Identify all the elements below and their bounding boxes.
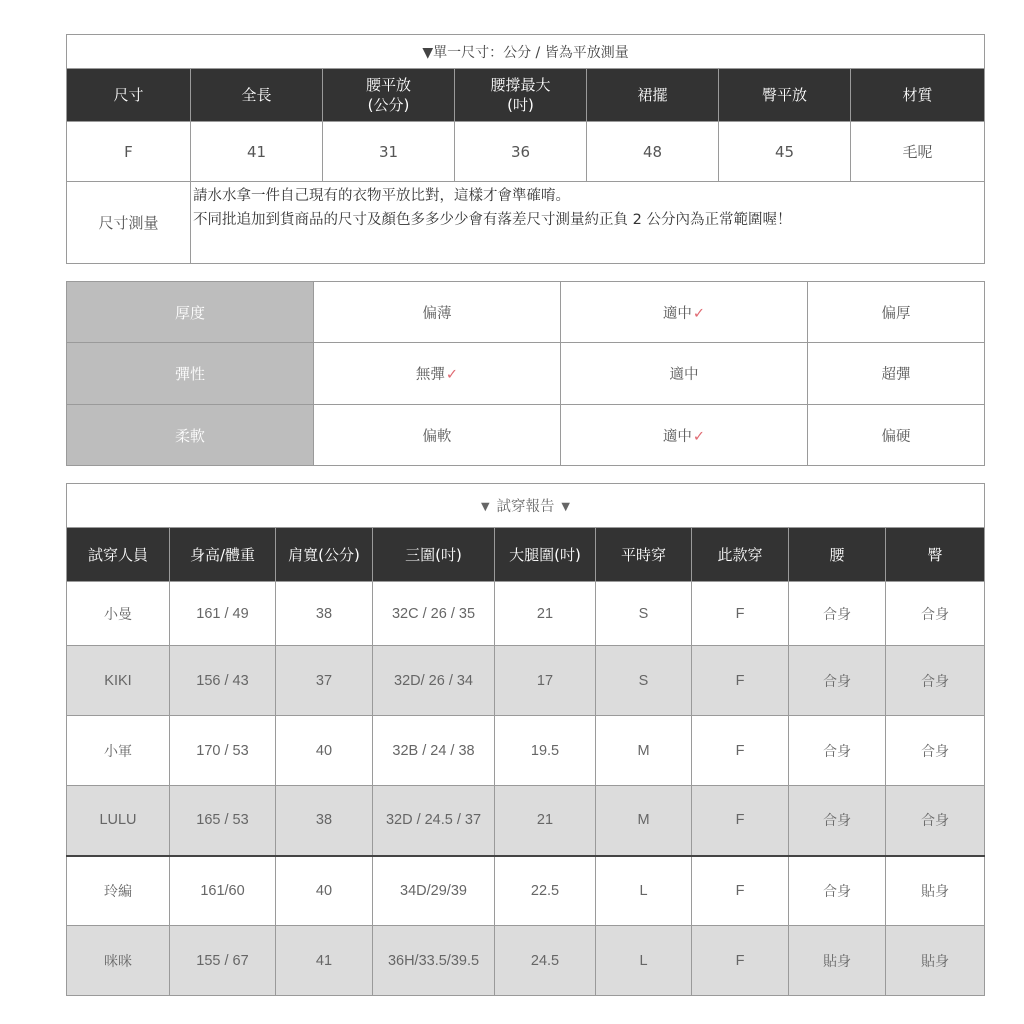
tester-name: 小軍 — [67, 716, 170, 786]
length-value: 41 — [191, 122, 323, 182]
shoulder: 37 — [276, 646, 373, 716]
height-weight: 156 / 43 — [170, 646, 276, 716]
table-row — [67, 716, 985, 786]
usual-size: M — [596, 716, 692, 786]
thigh: 17 — [495, 646, 596, 716]
waist-fit: 合身 — [789, 786, 886, 856]
fabric-row-elasticity — [67, 343, 985, 405]
fabric-row-softness — [67, 405, 985, 466]
height-weight: 161 / 49 — [170, 582, 276, 646]
tryon-table — [66, 483, 985, 996]
fabric-attribute: 彈性 — [67, 343, 314, 405]
fabric-option: 偏硬 — [808, 405, 985, 466]
measurements: 32D / 24.5 / 37 — [373, 786, 495, 856]
size-value: F — [67, 122, 191, 182]
this-item-size: F — [692, 716, 789, 786]
measure-note-line: 請水水拿一件自己現有的衣物平放比對，這樣才會準確唷。 — [193, 188, 570, 204]
material-header: 材質 — [851, 69, 985, 122]
measure-note — [191, 182, 985, 264]
hip-fit: 合身 — [886, 716, 985, 786]
measurements: 36H/33.5/39.5 — [373, 926, 495, 996]
waist-max-header: 腰撐最大 (吋) — [455, 69, 587, 122]
fabric-option: 適中 — [561, 343, 808, 405]
thigh: 21 — [495, 582, 596, 646]
fabric-option-selected: 適中✓ — [561, 282, 808, 343]
hem-value: 48 — [587, 122, 719, 182]
height-weight: 165 / 53 — [170, 786, 276, 856]
waist-max-value: 36 — [455, 122, 587, 182]
this-item-size: F — [692, 926, 789, 996]
hip-fit: 合身 — [886, 582, 985, 646]
thigh: 19.5 — [495, 716, 596, 786]
usual-size: S — [596, 582, 692, 646]
table-row — [67, 926, 985, 996]
fabric-row-thickness — [67, 282, 985, 343]
shoulder: 38 — [276, 582, 373, 646]
tester-name: KIKI — [67, 646, 170, 716]
size-header: 尺寸 — [67, 69, 191, 122]
fabric-option: 偏厚 — [808, 282, 985, 343]
size-table — [66, 34, 985, 264]
shoulder: 40 — [276, 856, 373, 926]
hem-header: 裙擺 — [587, 69, 719, 122]
usual-size: L — [596, 926, 692, 996]
waist-flat-header: 腰平放 (公分) — [323, 69, 455, 122]
fabric-option-selected: 無彈✓ — [314, 343, 561, 405]
table-row — [67, 856, 985, 926]
length-header: 全長 — [191, 69, 323, 122]
fabric-option: 偏軟 — [314, 405, 561, 466]
check-icon: ✓ — [692, 305, 706, 322]
hip-fit: 合身 — [886, 786, 985, 856]
tester-name: 玲編 — [67, 856, 170, 926]
fabric-table — [66, 281, 985, 466]
measurements: 34D/29/39 — [373, 856, 495, 926]
check-icon: ✓ — [692, 428, 706, 445]
usual-size: L — [596, 856, 692, 926]
shoulder-header: 肩寬(公分) — [276, 528, 373, 582]
fabric-attribute: 厚度 — [67, 282, 314, 343]
table-row — [67, 582, 985, 646]
fabric-attribute: 柔軟 — [67, 405, 314, 466]
hip-fit: 貼身 — [886, 926, 985, 996]
height-weight: 170 / 53 — [170, 716, 276, 786]
measure-note-label: 尺寸測量 — [67, 182, 191, 264]
fabric-option-selected: 適中✓ — [561, 405, 808, 466]
waist-fit: 合身 — [789, 856, 886, 926]
waist-flat-value: 31 — [323, 122, 455, 182]
table-row — [67, 786, 985, 856]
height-weight: 161/60 — [170, 856, 276, 926]
thigh-header: 大腿圍(吋) — [495, 528, 596, 582]
size-table-caption: ▼單一尺寸：公分 / 皆為平放測量 — [67, 35, 985, 69]
measure-note-line: 不同批追加到貨商品的尺寸及顏色多多少少會有落差尺寸測量約正負 2 公分內為正常範圍喔！ — [193, 212, 792, 228]
shoulder: 40 — [276, 716, 373, 786]
this-item-size: F — [692, 646, 789, 716]
usual-size: M — [596, 786, 692, 856]
hip-fit: 合身 — [886, 646, 985, 716]
this-item-size: F — [692, 856, 789, 926]
check-icon: ✓ — [445, 367, 459, 383]
fabric-option: 超彈 — [808, 343, 985, 405]
tester-header: 試穿人員 — [67, 528, 170, 582]
hip-flat-value: 45 — [719, 122, 851, 182]
tester-name: LULU — [67, 786, 170, 856]
this-item-size: F — [692, 786, 789, 856]
thigh: 22.5 — [495, 856, 596, 926]
tester-name: 咪咪 — [67, 926, 170, 996]
height-weight-header: 身高/體重 — [170, 528, 276, 582]
this-item-size-header: 此款穿 — [692, 528, 789, 582]
thigh: 21 — [495, 786, 596, 856]
waist-fit: 貼身 — [789, 926, 886, 996]
this-item-size: F — [692, 582, 789, 646]
usual-size-header: 平時穿 — [596, 528, 692, 582]
hip-fit: 貼身 — [886, 856, 985, 926]
material-value: 毛呢 — [851, 122, 985, 182]
waist-fit: 合身 — [789, 716, 886, 786]
measurements: 32B / 24 / 38 — [373, 716, 495, 786]
tester-name: 小曼 — [67, 582, 170, 646]
hip-flat-header: 臀平放 — [719, 69, 851, 122]
hip-fit-header: 臀 — [886, 528, 985, 582]
table-row — [67, 646, 985, 716]
shoulder: 41 — [276, 926, 373, 996]
thigh: 24.5 — [495, 926, 596, 996]
measurements: 32D/ 26 / 34 — [373, 646, 495, 716]
waist-fit-header: 腰 — [789, 528, 886, 582]
height-weight: 155 / 67 — [170, 926, 276, 996]
fabric-option: 偏薄 — [314, 282, 561, 343]
measurements-header: 三圍(吋) — [373, 528, 495, 582]
usual-size: S — [596, 646, 692, 716]
tryon-caption: ▼ 試穿報告 ▼ — [67, 484, 985, 528]
shoulder: 38 — [276, 786, 373, 856]
waist-fit: 合身 — [789, 646, 886, 716]
waist-fit: 合身 — [789, 582, 886, 646]
measurements: 32C / 26 / 35 — [373, 582, 495, 646]
